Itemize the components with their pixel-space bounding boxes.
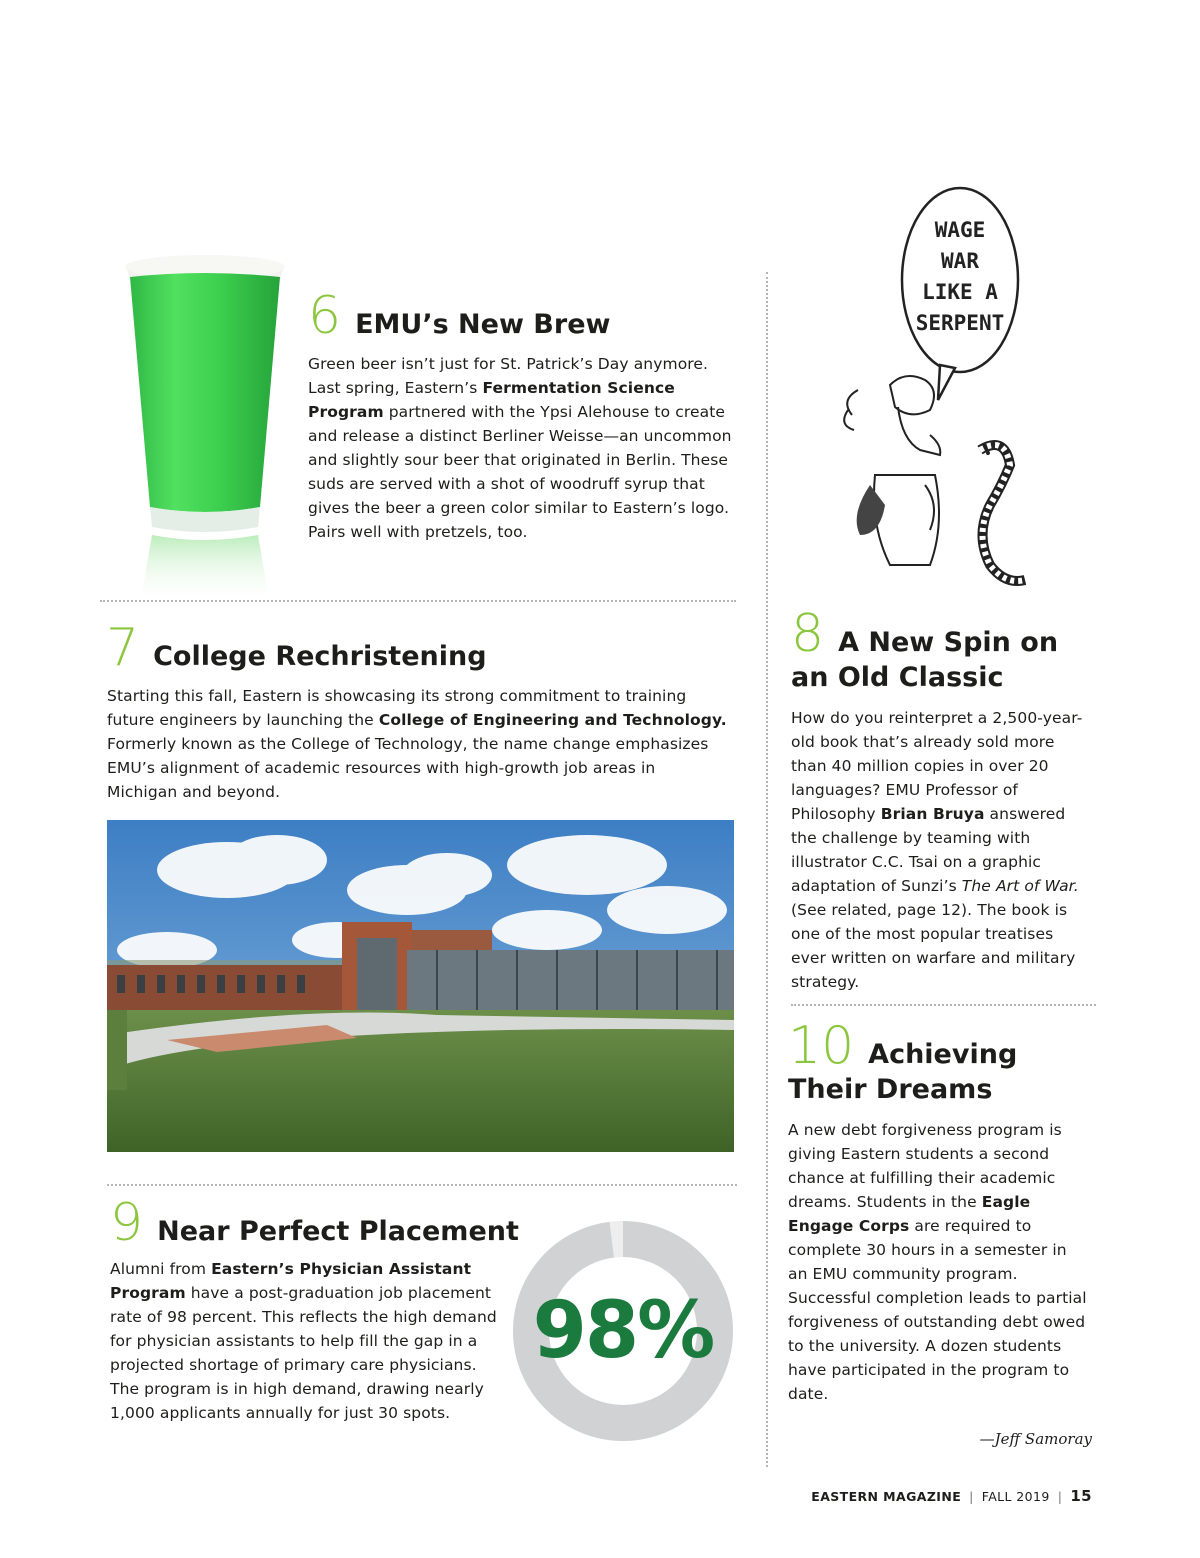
item-8-title-line2: an Old Classic (791, 662, 1004, 693)
building-rendering-image (107, 820, 734, 1152)
item-7-title: College Rechristening (153, 641, 487, 672)
item-6-body: Green beer isn’t just for St. Patrick’s Day anymore. Last spring, Eastern’s Fermentation Science Program partnered with the Ypsi Alehouse to create and release a distinct Berliner Weisse—an uncommon and slightly sour beer that originated in Berlin. These suds are served with a shot of woodruff syrup that gives the beer a green color similar to Eastern’s logo. Pairs well with pretzels, too. (308, 355, 732, 541)
item-8-title-line1: A New Spin on (838, 627, 1059, 658)
item-10-title-line2: Their Dreams (788, 1074, 993, 1105)
item-9-title: Near Perfect Placement (157, 1216, 519, 1247)
item-8-body: How do you reinterpret a 2,500-year-old book that’s already sold more than 40 million copies in over 20 languages? EMU Professor of Philosophy Brian Bruya answered the challenge by teaming with illustrator C.C. Tsai on a graphic adaptation of Sunzi’s The Art of War. (See related, page 12). The book is one of the most popular treatises ever written on warfare and military strategy. (791, 709, 1083, 991)
divider-2 (107, 1184, 737, 1186)
item-7-heading (106, 618, 487, 678)
art-of-war-illustration (830, 185, 1050, 595)
item-10-title-line1: Achieving (868, 1039, 1018, 1070)
item-9-body: Alumni from Eastern’s Physician Assistant Program have a post-graduation job placement rate of 98 percent. This reflects the high demand for physician assistants to help fill the gap in a projected shortage of primary care physicians. The program is in high demand, drawing nearly 1,000 applicants annually for just 30 spots. (110, 1260, 497, 1422)
item-7-body: Starting this fall, Eastern is showcasing its strong commitment to training future engineers by launching the College of Engineering and Technology. Formerly known as the College of Technology, the name change emphasizes EMU’s alignment of academic resources with high-growth job areas in Michigan and beyond. (107, 687, 727, 801)
footer-magazine: EASTERN MAGAZINE (811, 1489, 962, 1504)
placement-percent-label: 98% (532, 1286, 714, 1376)
item-8-heading (791, 604, 1059, 693)
item-9-heading (110, 1193, 519, 1253)
item-6-number: 6 (308, 286, 342, 346)
speech-bubble-text: WAGE WAR LIKE A SERPENT (915, 218, 1005, 335)
divider-3 (791, 1004, 1096, 1006)
item-10-body: A new debt forgiveness program is giving Eastern students a second chance at fulfilling their academic dreams. Students in the Eagle Engage Corps are required to complete 30 hours in a semester in an EMU community program. Successful completion leads to partial forgiveness of outstanding debt owed to the university. A dozen students have participated in the program to date. (788, 1121, 1087, 1403)
footer-issue: FALL 2019 (981, 1489, 1050, 1504)
item-9-number: 9 (110, 1193, 144, 1253)
footer-page-number: 15 (1070, 1487, 1092, 1505)
item-6-title: EMU’s New Brew (355, 309, 611, 340)
page-footer: EASTERN MAGAZINE | FALL 2019 | 15 (811, 1487, 1092, 1505)
column-divider (766, 272, 768, 1467)
beer-glass-image (110, 245, 300, 605)
byline: —Jeff Samoray (979, 1430, 1092, 1448)
item-10-heading (788, 1016, 1018, 1105)
item-7-number: 7 (106, 618, 140, 678)
divider-1 (100, 600, 736, 602)
item-10-number: 10 (788, 1016, 855, 1076)
placement-ring (510, 1218, 736, 1444)
item-8-number: 8 (791, 604, 825, 664)
item-6-heading (308, 286, 611, 346)
